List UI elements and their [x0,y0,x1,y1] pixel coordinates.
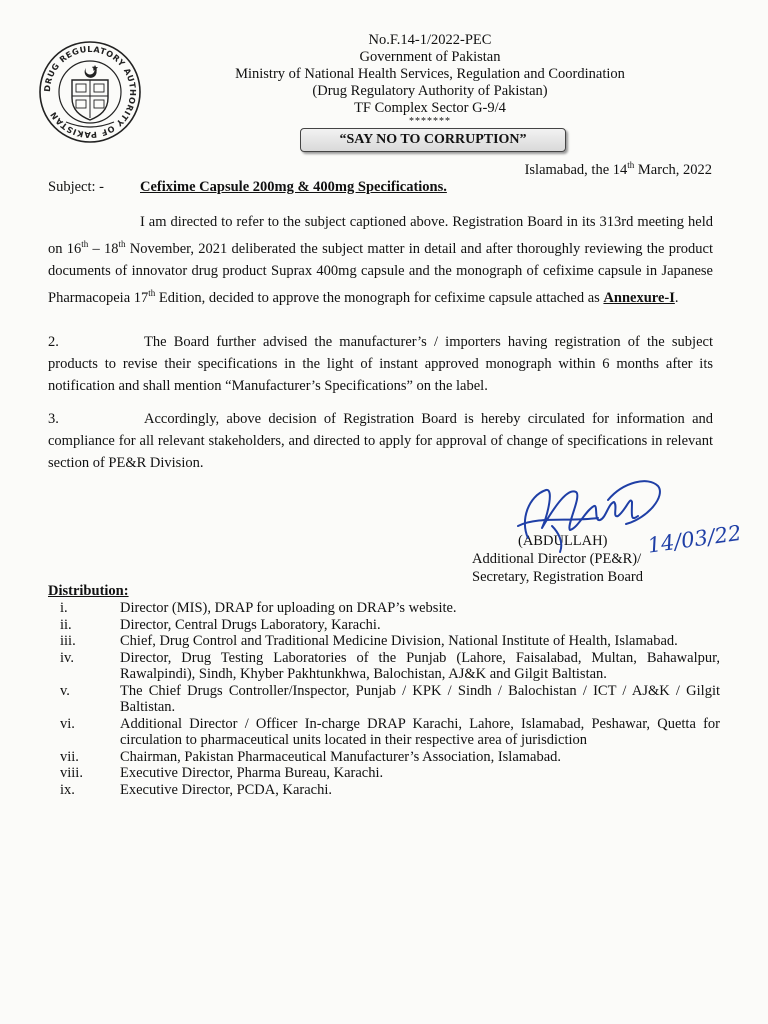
signatory-role: Secretary, Registration Board [472,569,643,585]
authority-name: (Drug Regulatory Authority of Pakistan) [312,83,548,99]
distribution-item [60,650,720,683]
svg-text:14/03/22: 14/03/22 [646,520,743,558]
distribution-item [60,683,720,716]
letterhead [180,32,680,127]
svg-text:DRUG REGULATORY AUTHORITY OF P: DRUG REGULATORY AUTHORITY OF PAKISTAN [41,43,139,141]
handwritten-signature [498,466,743,576]
subject-label: Subject: - [48,179,104,195]
signatory-title: Additional Director (PE&R)/ [472,551,642,567]
distribution-item-text: Chairman, Pakistan Pharmaceutical Manufacturer’s Association, Islamabad. [120,748,562,765]
distribution-item [60,633,720,650]
paragraph-2: 2. The Board further advised the manufacturer’s / importers having registration of the subject products to revise their specifications in the light of instant approved monograph within 6 months after its notification and shall mention “Manufacturer’s Specifications” on the label. [48,331,713,397]
distribution-item-number: iii. [60,633,76,649]
government-name: Government of Pakistan [359,49,501,65]
distribution-item [60,617,720,634]
ministry-name: Ministry of National Health Services, Regulation and Coordination [235,66,625,82]
letter-date: Islamabad, the 14th March, 2022 [524,160,712,178]
distribution-item-number: i. [60,600,68,616]
distribution-item [60,749,720,766]
distribution-item-number: iv. [60,649,74,666]
distribution-item-number: ix. [60,781,75,798]
signatory-name: (ABDULLAH) [518,533,608,549]
subject-line: Cefixime Capsule 200mg & 400mg Specifications. [140,179,447,195]
distribution-item [60,765,720,782]
distribution-item-text: Chief, Drug Control and Traditional Medicine Division, National Institute of Health, Islamabad. [120,633,678,649]
anti-corruption-banner: “SAY NO TO CORRUPTION” [300,128,566,152]
office-address: TF Complex Sector G-9/4 [354,100,506,116]
paragraph-number: 3. [48,411,59,427]
distribution-item-text: Executive Director, PCDA, Karachi. [120,781,333,798]
distribution-item-text: Director, Central Drugs Laboratory, Karachi. [120,616,381,633]
star-divider: ******* [409,116,451,127]
distribution-item-text: Executive Director, Pharma Bureau, Karachi. [120,765,384,781]
distribution-item-number: ii. [60,616,72,633]
distribution-item [60,782,720,799]
distribution-item-text: The Chief Drugs Controller/Inspector, Punjab / KPK / Sindh / Balochistan / ICT / AJ&K / Gilgit Baltistan. [120,682,720,715]
distribution-item-text: Additional Director / Officer In-charge DRAP Karachi, Lahore, Islamabad, Peshawar, Quetta for circulation to pharmaceutical units located in their respective area of jurisdiction [120,715,720,748]
drap-seal-logo [38,40,142,144]
distribution-item-text: Director (MIS), DRAP for uploading on DRAP’s website. [120,600,457,616]
distribution-item-number: v. [60,682,70,699]
distribution-item-number: viii. [60,765,83,781]
distribution-heading: Distribution: [48,583,129,599]
reference-number: No.F.14-1/2022-PEC [368,32,492,48]
distribution-item [60,600,720,617]
distribution-item-number: vi. [60,715,75,732]
distribution-item-number: vii. [60,748,79,765]
distribution-item-text: Director, Drug Testing Laboratories of the Punjab (Lahore, Faisalabad, Multan, Bahawalpur, Rawalpindi), Sindh, Khyber Pakhtunkhwa, Balochistan, AJ&K and Gilgit Baltistan. [120,649,720,682]
annexure-reference: Annexure-I [603,289,675,306]
paragraph-1: I am directed to refer to the subject captioned above. Registration Board in its 313rd meeting held on 16th – 18th November, 2021 deliberated the subject matter in detail and after thoroughly reviewing the product documents of innovator drug product Suprax 400mg capsule and the monograph of cefixime capsule in Japanese Pharmacopeia 17th Edition, decided to approve the monograph for cefixime capsule attached as Annexure-I. [48,214,714,306]
distribution-list [60,600,720,798]
paragraph-3: 3. Accordingly, above decision of Registration Board is hereby circulated for information and compliance for all relevant stakeholders, and directed to apply for approval of change of specifications in relevant section of PE&R Division. [48,408,713,474]
distribution-item [60,716,720,749]
paragraph-number: 2. [48,334,59,350]
